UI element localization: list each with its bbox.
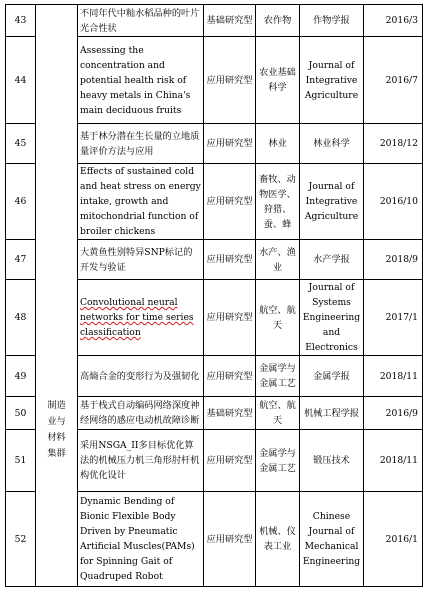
subject-field: 金属学与金属工艺 — [256, 430, 300, 492]
subject-field: 航空、航天 — [256, 280, 300, 356]
journal-name: Journal of Integrative Agriculture — [300, 164, 364, 240]
group-label-cell — [36, 5, 78, 587]
paper-title: 大黄鱼性别特异SNP标记的开发与验证 — [78, 240, 204, 280]
research-type: 应用研究型 — [204, 164, 256, 240]
subject-field: 航空、航天 — [256, 397, 300, 430]
journal-name: 林业科学 — [300, 124, 364, 164]
row-number: 47 — [6, 240, 36, 280]
subject-field: 林业 — [256, 124, 300, 164]
row-number: 43 — [6, 5, 36, 37]
row-number: 50 — [6, 397, 36, 430]
subject-field: 农业基础科学 — [256, 37, 300, 124]
publish-date: 2018/11 — [364, 430, 423, 492]
journal-name: 锻压技术 — [300, 430, 364, 492]
journal-name: 金属学报 — [300, 356, 364, 397]
paper-title: 高熵合金的变形行为及强韧化 — [78, 356, 204, 397]
paper-title: 基于林分潜在生长量的立地质量评价方法与应用 — [78, 124, 204, 164]
paper-title: Effects of sustained cold and heat stress on energy intake, growth and mitochondrial function of broiler chickens — [78, 164, 204, 240]
paper-title: 不同年代中籼水稻品种的叶片光合性状 — [78, 5, 204, 37]
publish-date: 2018/12 — [364, 124, 423, 164]
paper-title: Assessing the concentration and potential health risk of heavy metals in China's main deciduous fruits — [78, 37, 204, 124]
journal-name: Journal of Integrative Agriculture — [300, 37, 364, 124]
subject-field: 农作物 — [256, 5, 300, 37]
subject-field: 金属学与金属工艺 — [256, 356, 300, 397]
row-number: 44 — [6, 37, 36, 124]
row-number: 46 — [6, 164, 36, 240]
row-number: 48 — [6, 280, 36, 356]
subject-field: 畜牧、动物医学、狩猎、蚕、蜂 — [256, 164, 300, 240]
paper-title: 基于栈式自动编码网络深度神经网络的感应电动机故障诊断 — [78, 397, 204, 430]
row-number: 52 — [6, 492, 36, 587]
research-type: 应用研究型 — [204, 37, 256, 124]
publish-date: 2016/9 — [364, 397, 423, 430]
journal-name: Chinese Journal of Mechanical Engineering — [300, 492, 364, 587]
journal-name: Journal of Systems Engineering and Electronics — [300, 280, 364, 356]
group-label: 制造业与材料集群 — [47, 400, 66, 459]
subject-field: 机械、仪表工业 — [256, 492, 300, 587]
table-row — [6, 5, 423, 37]
paper-title-text: Convolutional neural networks for time series classification — [80, 297, 194, 338]
research-type: 基础研究型 — [204, 5, 256, 37]
research-type: 应用研究型 — [204, 492, 256, 587]
publish-date: 2016/3 — [364, 5, 423, 37]
paper-title: 采用NSGA_II多目标优化算法的机械压力机三角形肘杆机构优化设计 — [78, 430, 204, 492]
publish-date: 2016/7 — [364, 37, 423, 124]
journal-name: 作物学报 — [300, 5, 364, 37]
row-number: 49 — [6, 356, 36, 397]
research-type: 应用研究型 — [204, 280, 256, 356]
subject-field: 水产、渔业 — [256, 240, 300, 280]
row-number: 51 — [6, 430, 36, 492]
publish-date: 2018/9 — [364, 240, 423, 280]
publish-date: 2017/1 — [364, 280, 423, 356]
paper-title: Dynamic Bending of Bionic Flexible Body Driven by Pneumatic Artificial Muscles(PAMs) for Spinning Gait of Quadruped Robot — [78, 492, 204, 587]
row-number: 45 — [6, 124, 36, 164]
publish-date: 2016/1 — [364, 492, 423, 587]
paper-title — [78, 280, 204, 356]
publish-date: 2018/11 — [364, 356, 423, 397]
papers-table — [5, 4, 423, 587]
publish-date: 2016/10 — [364, 164, 423, 240]
research-type: 应用研究型 — [204, 240, 256, 280]
journal-name: 水产学报 — [300, 240, 364, 280]
research-type: 应用研究型 — [204, 356, 256, 397]
journal-name: 机械工程学报 — [300, 397, 364, 430]
research-type: 应用研究型 — [204, 124, 256, 164]
research-type: 应用研究型 — [204, 430, 256, 492]
research-type: 基础研究型 — [204, 397, 256, 430]
